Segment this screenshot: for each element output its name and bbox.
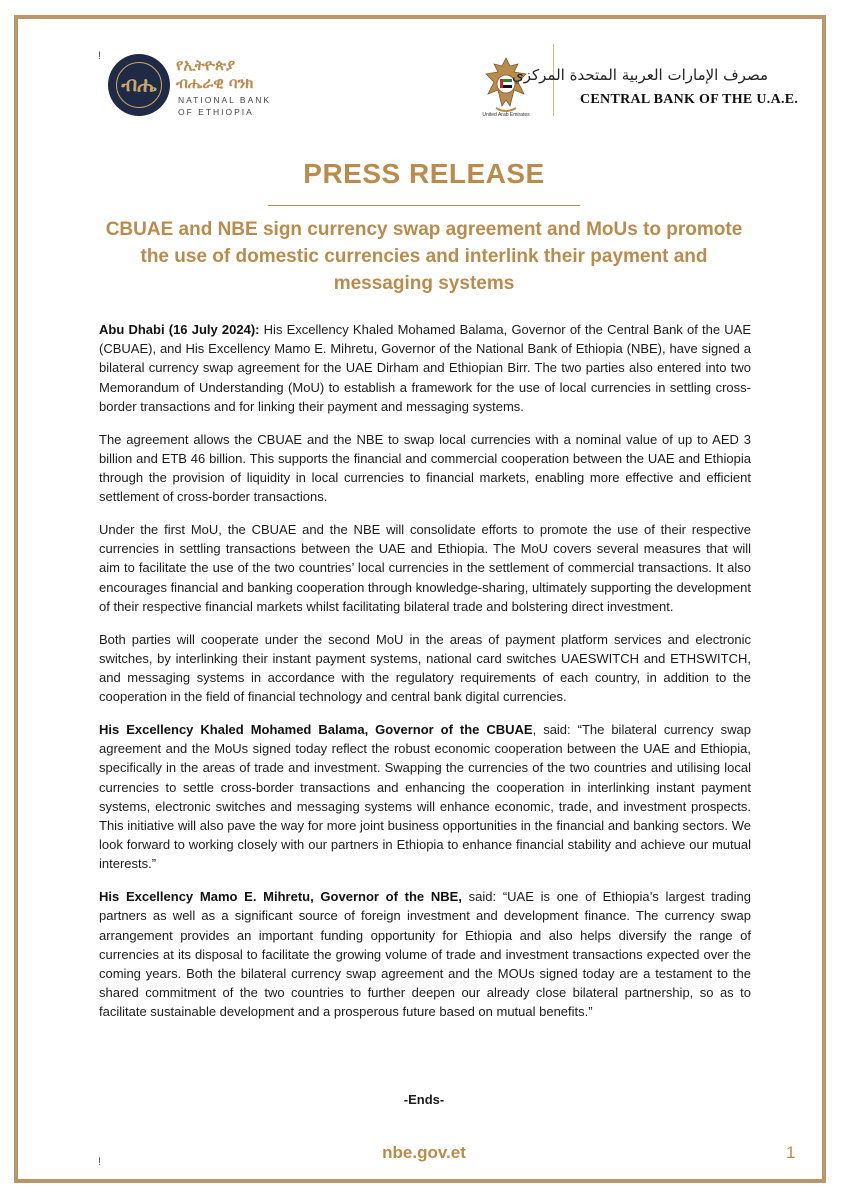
paragraph-2 [99,430,751,507]
uae-falcon-emblem-icon [480,54,532,118]
paragraph-text: Both parties will cooperate under the second MoU in the areas of payment platform services and electronic switches, by interlinking their instant payment systems, national card switches UAESWITCH and ETHSWITCH, and messaging systems in accordance with the regulatory requirements of each country, in addition to the cooperation in the field of financial technology and central bank digital currencies. [99,631,751,705]
paragraph-5 [99,720,751,874]
page-number: 1 [786,1143,796,1162]
uae-emblem-caption: United Arab Emirates [482,112,530,118]
title-underline [268,205,580,206]
paragraph-lead: Abu Dhabi (16 July 2024): [99,322,260,337]
nbe-monogram: ብሔ [116,62,162,108]
corner-mark-top: ! [98,50,102,62]
press-release-title: PRESS RELEASE [303,158,545,189]
nbe-amharic-name: የኢትዮጵያ ብሔራዊ ባንክ [176,56,254,92]
corner-mark-bottom: ! [98,1156,102,1168]
headline: CBUAE and NBE sign currency swap agreement and MoUs to promote the use of domestic currencies and interlink their payment and messaging systems [105,219,743,294]
ends-marker: -Ends- [403,1092,445,1107]
paragraph-6 [99,887,751,1021]
cbuae-english-name: CENTRAL BANK OF THE U.A.E. [580,92,799,107]
paragraph-text: Under the first MoU, the CBUAE and the NBE will consolidate efforts to promote the use of their respective currencies in settling transactions between the UAE and Ethiopia. The MoU covers several measures that will aim to facilitate the use of the two countries’ local currencies in the settlement of commercial transactions. It also encourages financial and banking cooperation through knowledge-sharing, ultimately supporting the development of their respective financial markets whilst facilitating bilateral trade and bolstering direct investment. [99,522,751,614]
footer-url: nbe.gov.et [382,1143,466,1162]
nbe-seal-logo [108,54,170,116]
article-body [99,320,751,1035]
paragraph-text: said: “UAE is one of Ethiopia’s largest trading partners as well as a significant source of foreign investment and development finance. The currency swap arrangement provides an important funding opportunity for Ethiopia and also helps diversify the range of currencies at its disposal to facilitate the growing volume of trade and investment transactions expected over the coming years. Both the bilateral currency swap agreement and the MOUs signed today are a testament to the shared commitment of the two countries to further deepen our already close bilateral partnership, so as to facilitate sustainable development and a prosperous future based on mutual benefits.” [99,889,751,1020]
paragraph-3 [99,520,751,616]
paragraph-lead: His Excellency Khaled Mohamed Balama, Governor of the CBUAE [99,722,533,738]
paragraph-lead: His Excellency Mamo E. Mihretu, Governor of the NBE, [99,889,462,905]
cbuae-arabic-name: مصرف الإمارات العربية المتحدة المركزي [512,66,768,84]
paragraph-text: , said: “The bilateral currency swap agreement and the MoUs signed today reflect the robust economic cooperation between the UAE and Ethiopia, specifically in the areas of trade and investment. Swapping the currencies of the two countries and utilising local currencies to settle cross-border transactions and enhancing the cooperation in interlinking instant payment systems, electronic switches and messaging systems will enhance economic, trade, and investment prospects. This initiative will also pave the way for more joint business opportunities in the financial and banking sectors. We look forward to working closely with our partners in Ethiopia to enhance financial stability and achieve our mutual interests.” [99,722,751,872]
paragraph-1 [99,320,751,416]
paragraph-text: The agreement allows the CBUAE and the NBE to swap local currencies with a nominal value of up to AED 3 billion and ETB 46 billion. This supports the financial and commercial cooperation between the UAE and Ethiopia through the provision of liquidity in local currencies to financial markets, enabling more effective and efficient settlement of cross-border transactions. [99,431,751,505]
paragraph-text: His Excellency Khaled Mohamed Balama, Governor of the Central Bank of the UAE (CBUAE), and His Excellency Mamo E. Mihretu, Governor of the National Bank of Ethiopia (NBE), have signed a bilateral currency swap agreement for the UAE Dirham and Ethiopian Birr. The two parties also entered into two Memorandum of Understanding (MoU) to establish a framework for the use of local currencies in settling cross-border transactions and for linking their payment and messaging systems. [99,322,751,414]
paragraph-4 [99,630,751,707]
nbe-english-name: NATIONAL BANK OF ETHIOPIA [178,95,272,117]
